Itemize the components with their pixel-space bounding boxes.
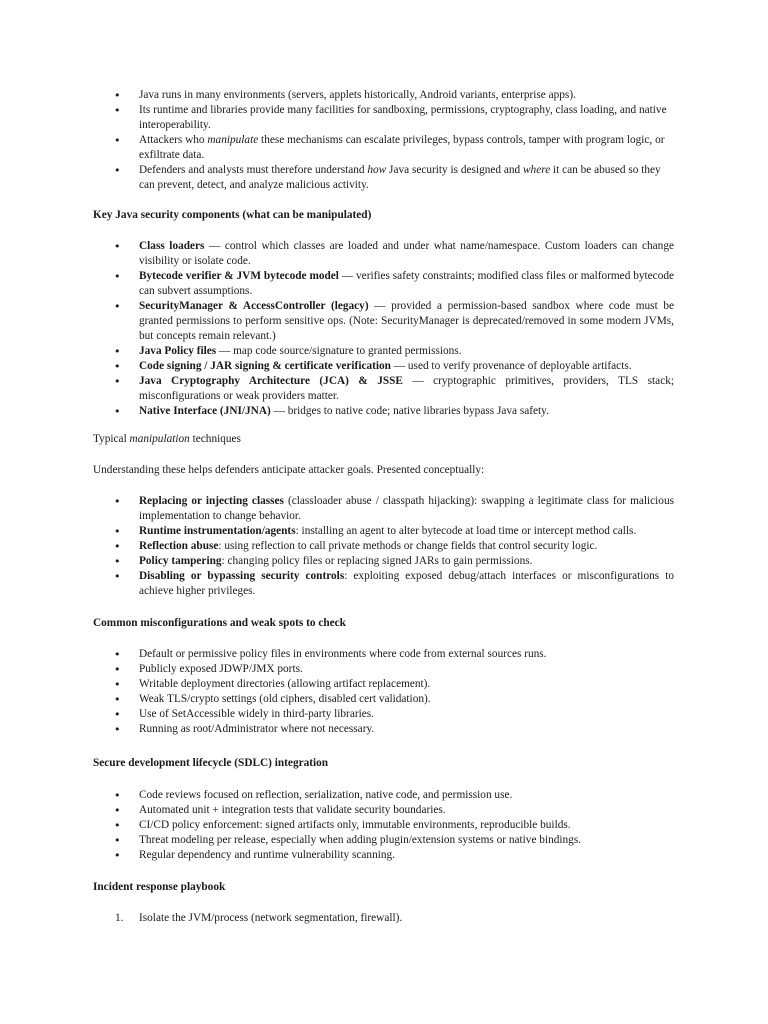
list-item: 1. Isolate the JVM/process (network segmentation, firewall). — [115, 912, 403, 924]
list-item: • Automated unit + integration tests that validate security boundaries. — [93, 803, 674, 818]
list-item: • Weak TLS/crypto settings (old ciphers, disabled cert validation). — [93, 692, 674, 707]
list-item: • Regular dependency and runtime vulnerability scanning. — [93, 848, 674, 863]
list-item: • Bytecode verifier & JVM bytecode model — verifies safety constraints; modified class files or malformed bytecode can subvert assumptions. — [93, 269, 674, 299]
section-heading-sdlc: Secure development lifecycle (SDLC) integration — [93, 757, 329, 769]
section-heading-components: Key Java security components (what can be manipulated) — [93, 209, 372, 221]
list-item: • Replacing or injecting classes (classloader abuse / classpath hijacking): swapping a legitimate class for malicious implementation to change behavior. — [93, 494, 674, 524]
list-item: • Runtime instrumentation/agents: installing an agent to alter bytecode at load time or intercept method calls. — [93, 524, 674, 539]
list-item: • Class loaders — control which classes are loaded and under what name/namespace. Custom loaders can change visibility or isolate code. — [93, 239, 674, 269]
list-item: • Policy tampering: changing policy files or replacing signed JARs to gain permissions. — [93, 554, 674, 569]
list-item: • Running as root/Administrator where not necessary. — [93, 722, 674, 737]
list-item: • Code reviews focused on reflection, serialization, native code, and permission use. — [93, 788, 674, 803]
incident-numbered-list — [93, 911, 674, 926]
section-heading-incident: Incident response playbook — [93, 881, 226, 893]
list-item: • Java Policy files — map code source/signature to granted permissions. — [93, 344, 674, 359]
list-item: • Reflection abuse: using reflection to call private methods or change fields that control security logic. — [93, 539, 674, 554]
intro-bullet-list — [93, 88, 674, 193]
components-bullet-list — [93, 239, 674, 419]
misconfig-bullet-list — [93, 647, 674, 737]
list-item: • Its runtime and libraries provide many facilities for sandboxing, permissions, cryptography, class loading, and native interoperability. — [93, 103, 674, 133]
techniques-bullet-list — [93, 494, 674, 599]
section-heading-techniques: Typical manipulation techniques — [93, 433, 241, 445]
list-item: • Publicly exposed JDWP/JMX ports. — [93, 662, 674, 677]
list-item: • Threat modeling per release, especially when adding plugin/extension systems or native bindings. — [93, 833, 674, 848]
list-item: • SecurityManager & AccessController (legacy) — provided a permission-based sandbox where code must be granted permissions to perform sensitive ops. (Note: SecurityManager is deprecated/removed in some modern JVMs, but concepts remain relevant.) — [93, 299, 674, 344]
list-item: • Code signing / JAR signing & certificate verification — used to verify provenance of deployable artifacts. — [93, 359, 674, 374]
list-item: • Java runs in many environments (servers, applets historically, Android variants, enterprise apps). — [93, 88, 674, 103]
list-item: • Native Interface (JNI/JNA) — bridges to native code; native libraries bypass Java safety. — [93, 404, 674, 419]
list-item: • Default or permissive policy files in environments where code from external sources runs. — [93, 647, 674, 662]
list-item: • Disabling or bypassing security controls: exploiting exposed debug/attach interfaces or misconfigurations to achieve higher privileges. — [93, 569, 674, 599]
sdlc-bullet-list — [93, 788, 674, 863]
section-heading-misconfig: Common misconfigurations and weak spots to check — [93, 617, 346, 629]
list-item: • Defenders and analysts must therefore understand how Java security is designed and where it can be abused so they can prevent, detect, and analyze malicious activity. — [93, 163, 674, 193]
list-item: • Java Cryptography Architecture (JCA) & JSSE — cryptographic primitives, providers, TLS stack; misconfigurations or weak providers matter. — [93, 374, 674, 404]
list-item: • Attackers who manipulate these mechanisms can escalate privileges, bypass controls, tamper with program logic, or exfiltrate data. — [93, 133, 674, 163]
techniques-intro: Understanding these helps defenders anticipate attacker goals. Presented conceptually: — [93, 464, 485, 476]
list-item: • Use of SetAccessible widely in third-party libraries. — [93, 707, 674, 722]
list-item: • CI/CD policy enforcement: signed artifacts only, immutable environments, reproducible builds. — [93, 818, 674, 833]
list-item: • Writable deployment directories (allowing artifact replacement). — [93, 677, 674, 692]
